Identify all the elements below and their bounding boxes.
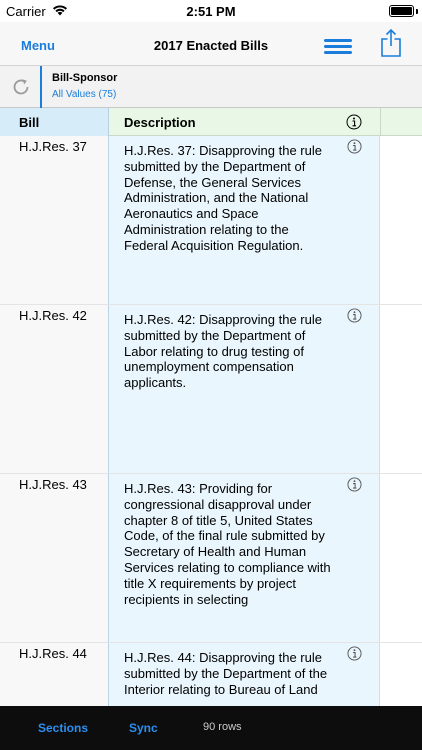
info-icon[interactable]	[347, 646, 362, 661]
row-bill: H.J.Res. 44	[19, 646, 87, 661]
navigation-bar	[0, 22, 422, 66]
menu-button[interactable]: Menu	[21, 38, 55, 53]
info-icon[interactable]	[347, 308, 362, 323]
status-bar	[0, 0, 422, 22]
battery-tip	[416, 9, 418, 14]
share-icon[interactable]	[380, 28, 402, 58]
info-icon[interactable]	[347, 477, 362, 492]
battery-icon	[389, 5, 414, 17]
filter-title: Bill-Sponsor	[52, 72, 118, 84]
refresh-icon	[10, 76, 32, 98]
row-description: H.J.Res. 37: Disapproving the rule submitted by the Department of Defense, the General Services Administration, and the National Aeronautics and Space Administration relating to the Federal Acquisition Regulation.	[124, 143, 322, 253]
table-row[interactable]	[0, 136, 422, 305]
sync-button[interactable]: Sync	[129, 721, 158, 735]
table-row[interactable]	[0, 305, 422, 474]
column-header-bill-label: Bill	[19, 115, 40, 130]
info-icon[interactable]	[346, 114, 362, 130]
carrier-label: Carrier	[6, 4, 46, 19]
info-icon[interactable]	[347, 139, 362, 154]
row-description: H.J.Res. 42: Disapproving the rule submitted by the Department of Labor relating to drug testing of unemployment compensation applicants.	[124, 312, 322, 391]
table-row[interactable]	[0, 643, 422, 706]
header-divider	[380, 108, 381, 136]
table-header	[0, 108, 422, 136]
column-header-bill[interactable]	[0, 108, 109, 136]
filter-values-link[interactable]: All Values (75)	[52, 89, 117, 100]
sections-button[interactable]: Sections	[38, 721, 89, 735]
row-count: 90 rows	[203, 721, 242, 733]
page-title: 2017 Enacted Bills	[153, 38, 269, 53]
status-time: 2:51 PM	[186, 4, 236, 19]
refresh-button[interactable]	[0, 66, 42, 108]
table-row[interactable]	[0, 474, 422, 643]
row-bill: H.J.Res. 42	[19, 308, 87, 323]
hamburger-icon[interactable]	[324, 39, 352, 55]
filter-bar[interactable]	[0, 66, 422, 108]
row-description: H.J.Res. 44: Disapproving the rule submitted by the Department of the Interior relating to Bureau of Land	[124, 650, 328, 697]
bottom-toolbar	[0, 706, 422, 750]
table-body[interactable]	[0, 136, 422, 706]
row-bill: H.J.Res. 43	[19, 477, 87, 492]
row-bill: H.J.Res. 37	[19, 139, 87, 154]
column-header-description[interactable]: Description	[124, 115, 196, 130]
row-description: H.J.Res. 43: Providing for congressional disapproval under chapter 8 of title 5, United States Code, of the final rule submitted by Secretary of Health and Human Services relating to compliance with title X requirements by project recipients in selecting	[124, 481, 331, 607]
